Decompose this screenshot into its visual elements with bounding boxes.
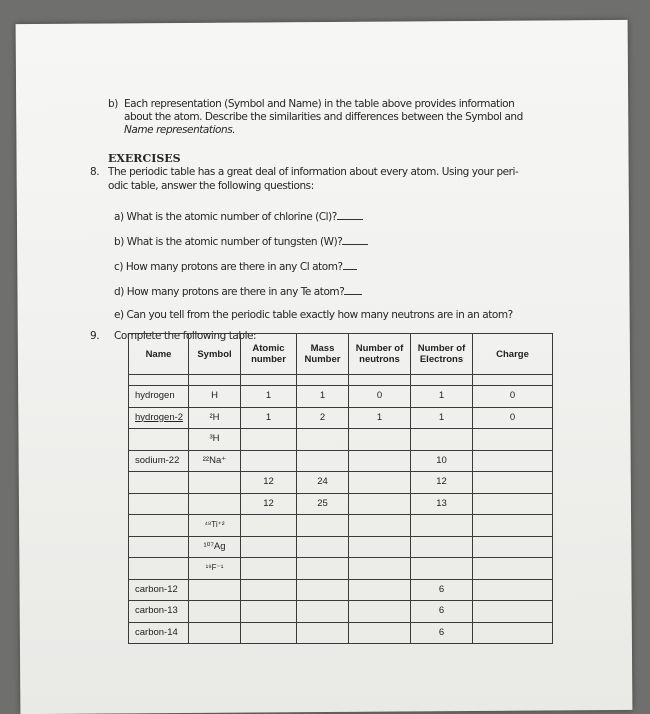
part-b-line1: Each representation (Symbol and Name) in the table above provides information bbox=[124, 98, 515, 110]
cell-atomic-number[interactable] bbox=[241, 558, 297, 580]
cell-symbol[interactable] bbox=[189, 622, 241, 644]
cell-mass-number[interactable]: 2 bbox=[297, 407, 349, 429]
col-header-symbol: Symbol bbox=[189, 334, 241, 375]
col-header-electrons: Number of Electrons bbox=[411, 334, 473, 375]
q8-b-blank[interactable] bbox=[342, 234, 368, 245]
cell-neutrons[interactable] bbox=[349, 579, 411, 601]
cell-mass-number[interactable]: 25 bbox=[297, 493, 349, 515]
cell-atomic-number[interactable]: 12 bbox=[241, 493, 297, 515]
cell-charge[interactable] bbox=[473, 472, 553, 494]
q8-number: 8. bbox=[90, 166, 100, 178]
cell-charge[interactable] bbox=[473, 429, 553, 451]
cell-symbol[interactable] bbox=[189, 579, 241, 601]
q8-d-text: d) How many protons are there in any Te atom? bbox=[114, 286, 345, 298]
cell-neutrons[interactable] bbox=[349, 429, 411, 451]
cell-neutrons[interactable] bbox=[349, 558, 411, 580]
cell-mass-number[interactable] bbox=[297, 622, 349, 644]
cell-atomic-number[interactable] bbox=[241, 622, 297, 644]
cell-charge[interactable] bbox=[473, 450, 553, 472]
cell-charge[interactable] bbox=[473, 579, 553, 601]
cell-symbol[interactable] bbox=[189, 601, 241, 623]
q8-c bbox=[114, 259, 357, 274]
table-header-row bbox=[129, 334, 553, 375]
cell-electrons[interactable]: 6 bbox=[411, 601, 473, 623]
cell-atomic-number[interactable]: 1 bbox=[241, 386, 297, 408]
table-spacer-row bbox=[129, 375, 553, 386]
cell-neutrons[interactable]: 0 bbox=[349, 386, 411, 408]
cell-charge[interactable] bbox=[473, 622, 553, 644]
cell-atomic-number[interactable] bbox=[241, 429, 297, 451]
q9-text: Complete the following table: bbox=[114, 330, 257, 342]
cell-mass-number[interactable]: 24 bbox=[297, 472, 349, 494]
cell-atomic-number[interactable]: 12 bbox=[241, 472, 297, 494]
cell-atomic-number[interactable]: 1 bbox=[241, 407, 297, 429]
table-row bbox=[129, 515, 553, 537]
q8-a-blank[interactable] bbox=[337, 209, 363, 220]
q8-line1: The periodic table has a great deal of information about every atom. Using your peri- bbox=[108, 166, 519, 178]
cell-name[interactable]: sodium-22 bbox=[129, 450, 189, 472]
cell-electrons[interactable]: 6 bbox=[411, 622, 473, 644]
q8-b-text: b) What is the atomic number of tungsten (W)? bbox=[114, 236, 343, 248]
cell-name[interactable]: carbon-13 bbox=[129, 601, 189, 623]
col-header-name: Name bbox=[129, 334, 189, 375]
table-row bbox=[129, 450, 553, 472]
cell-name[interactable] bbox=[129, 472, 189, 494]
cell-mass-number[interactable] bbox=[297, 558, 349, 580]
cell-symbol[interactable] bbox=[189, 493, 241, 515]
cell-atomic-number[interactable] bbox=[241, 450, 297, 472]
q8-a-text: a) What is the atomic number of chlorine (Cl)? bbox=[114, 211, 337, 223]
table-row bbox=[129, 579, 553, 601]
table-row bbox=[129, 407, 553, 429]
table-row bbox=[129, 493, 553, 515]
cell-electrons[interactable]: 1 bbox=[411, 407, 473, 429]
col-header-charge: Charge bbox=[473, 334, 553, 375]
cell-charge[interactable] bbox=[473, 515, 553, 537]
cell-neutrons[interactable] bbox=[349, 472, 411, 494]
q8-e: e) Can you tell from the periodic table exactly how many neutrons are in an atom? bbox=[114, 309, 513, 321]
cell-electrons[interactable]: 12 bbox=[411, 472, 473, 494]
table-row bbox=[129, 558, 553, 580]
cell-symbol[interactable]: ¹⁰⁷Ag bbox=[189, 536, 241, 558]
table-row bbox=[129, 536, 553, 558]
cell-atomic-number[interactable] bbox=[241, 536, 297, 558]
cell-symbol[interactable]: H bbox=[189, 386, 241, 408]
col-header-mass-number: Mass Number bbox=[297, 334, 349, 375]
cell-name[interactable]: hydrogen bbox=[129, 386, 189, 408]
cell-charge[interactable] bbox=[473, 601, 553, 623]
cell-atomic-number[interactable] bbox=[241, 579, 297, 601]
cell-mass-number[interactable] bbox=[297, 601, 349, 623]
cell-symbol[interactable]: ²H bbox=[189, 407, 241, 429]
cell-charge[interactable] bbox=[473, 493, 553, 515]
cell-mass-number[interactable] bbox=[297, 450, 349, 472]
q8-line2: odic table, answer the following questions: bbox=[108, 180, 314, 192]
q8-c-blank[interactable] bbox=[343, 259, 357, 270]
cell-mass-number[interactable] bbox=[297, 536, 349, 558]
cell-atomic-number[interactable] bbox=[241, 515, 297, 537]
cell-neutrons[interactable] bbox=[349, 515, 411, 537]
cell-symbol[interactable]: ¹⁹F⁻¹ bbox=[189, 558, 241, 580]
cell-name[interactable] bbox=[129, 558, 189, 580]
cell-neutrons[interactable] bbox=[349, 601, 411, 623]
cell-charge[interactable]: 0 bbox=[473, 386, 553, 408]
cell-name[interactable]: carbon-12 bbox=[129, 579, 189, 601]
q8-d bbox=[114, 284, 362, 299]
part-b-label: b) bbox=[108, 98, 118, 110]
cell-name[interactable]: carbon-14 bbox=[129, 622, 189, 644]
cell-atomic-number[interactable] bbox=[241, 601, 297, 623]
cell-electrons[interactable]: 6 bbox=[411, 579, 473, 601]
cell-electrons[interactable] bbox=[411, 429, 473, 451]
cell-name[interactable] bbox=[129, 536, 189, 558]
cell-name[interactable]: hydrogen-2 bbox=[129, 407, 189, 429]
cell-symbol[interactable]: ²²Na⁺ bbox=[189, 450, 241, 472]
cell-neutrons[interactable]: 1 bbox=[349, 407, 411, 429]
cell-symbol[interactable]: ³H bbox=[189, 429, 241, 451]
cell-neutrons[interactable] bbox=[349, 493, 411, 515]
cell-mass-number[interactable]: 1 bbox=[297, 386, 349, 408]
cell-electrons[interactable]: 13 bbox=[411, 493, 473, 515]
cell-electrons[interactable] bbox=[411, 536, 473, 558]
cell-electrons[interactable]: 10 bbox=[411, 450, 473, 472]
cell-electrons[interactable] bbox=[411, 515, 473, 537]
table-row bbox=[129, 472, 553, 494]
cell-neutrons[interactable] bbox=[349, 622, 411, 644]
part-b-line3: Name representations. bbox=[124, 124, 236, 136]
cell-charge[interactable] bbox=[473, 558, 553, 580]
table-row bbox=[129, 386, 553, 408]
cell-symbol[interactable]: ⁴⁸Ti⁺² bbox=[189, 515, 241, 537]
cell-name[interactable] bbox=[129, 429, 189, 451]
q8-b bbox=[114, 234, 368, 249]
cell-charge[interactable]: 0 bbox=[473, 407, 553, 429]
cell-name[interactable] bbox=[129, 515, 189, 537]
col-header-neutrons: Number of neutrons bbox=[349, 334, 411, 375]
cell-mass-number[interactable] bbox=[297, 579, 349, 601]
cell-neutrons[interactable] bbox=[349, 450, 411, 472]
cell-neutrons[interactable] bbox=[349, 536, 411, 558]
cell-mass-number[interactable] bbox=[297, 515, 349, 537]
q8-a bbox=[114, 209, 363, 224]
cell-mass-number[interactable] bbox=[297, 429, 349, 451]
table-row bbox=[129, 601, 553, 623]
col-header-atomic-number: Atomic number bbox=[241, 334, 297, 375]
cell-electrons[interactable]: 1 bbox=[411, 386, 473, 408]
cell-electrons[interactable] bbox=[411, 558, 473, 580]
table-row bbox=[129, 429, 553, 451]
q8-d-blank[interactable] bbox=[344, 284, 362, 295]
q8-c-text: c) How many protons are there in any Cl atom? bbox=[114, 261, 343, 273]
cell-charge[interactable] bbox=[473, 536, 553, 558]
part-b-line2: about the atom. Describe the similarities and differences between the Symbol and bbox=[124, 111, 523, 123]
exercises-heading: EXERCISES bbox=[108, 152, 181, 165]
cell-symbol[interactable] bbox=[189, 472, 241, 494]
atom-table bbox=[128, 333, 553, 644]
cell-name[interactable] bbox=[129, 493, 189, 515]
q9-number: 9. bbox=[90, 330, 100, 342]
table-row bbox=[129, 622, 553, 644]
